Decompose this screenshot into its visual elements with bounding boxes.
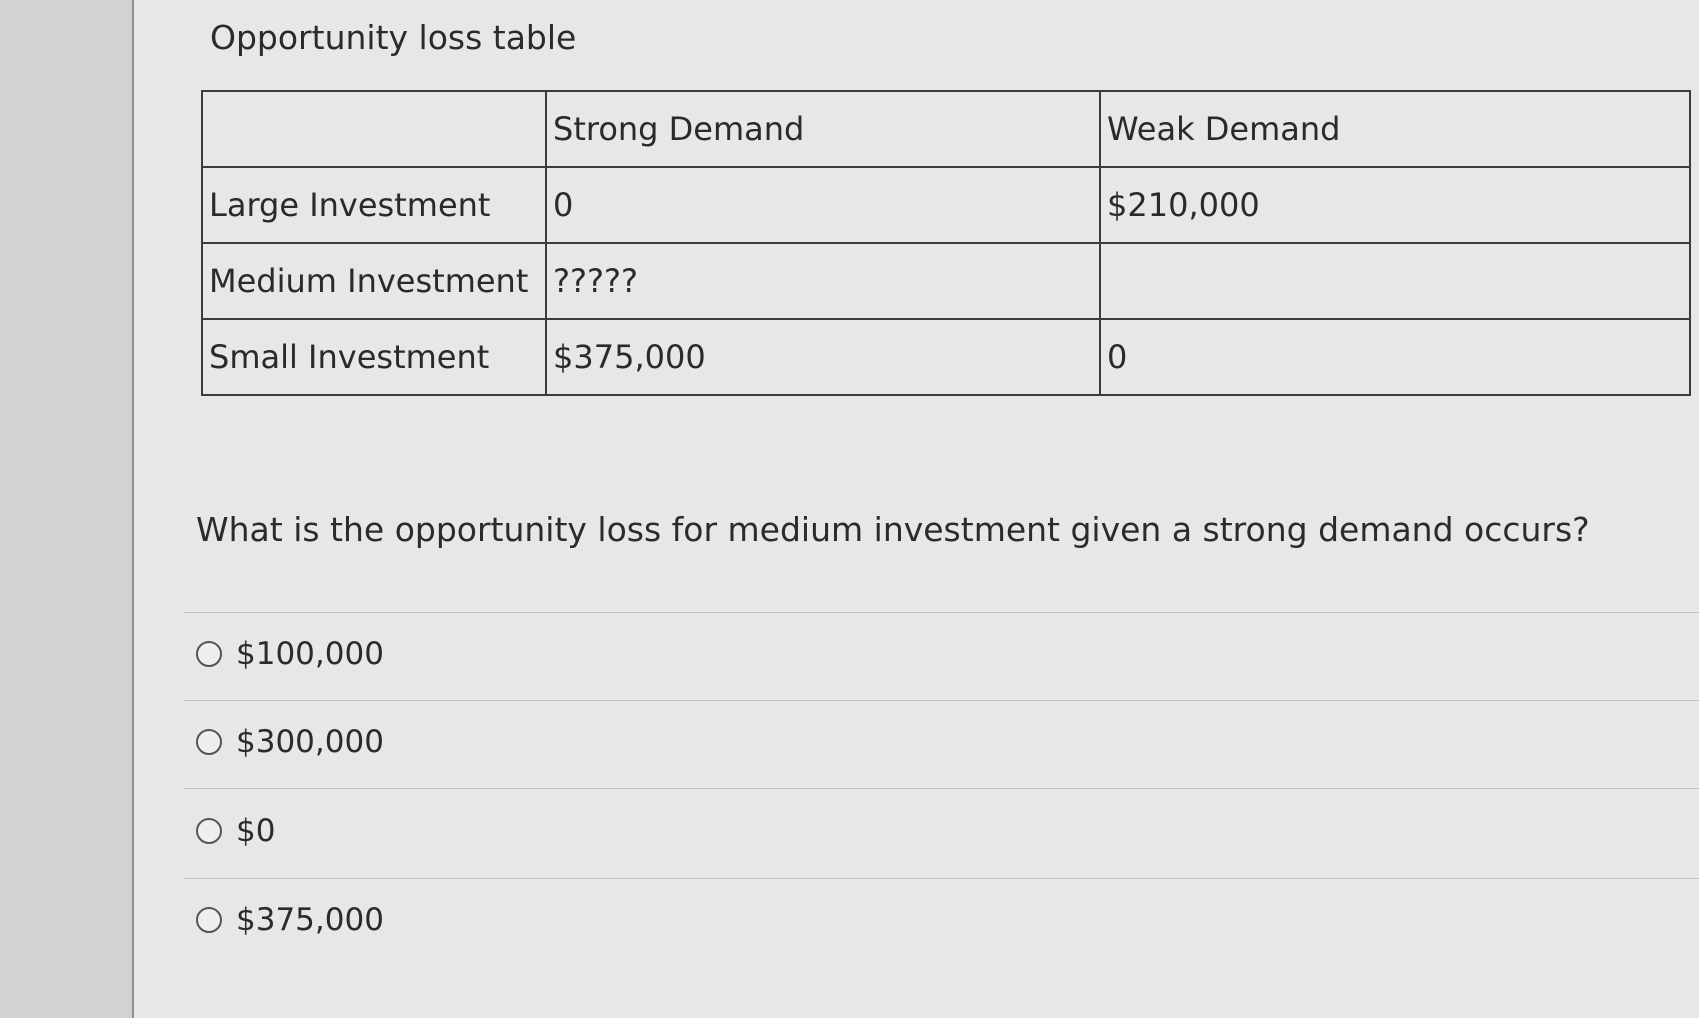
- cell-weak: 0: [1100, 319, 1690, 395]
- divider: [184, 788, 1699, 789]
- row-label: Small Investment: [202, 319, 546, 395]
- header-cell-empty: [202, 91, 546, 167]
- option-label: $300,000: [236, 724, 384, 760]
- table-row: [202, 319, 1690, 395]
- opportunity-loss-table: [201, 90, 1691, 396]
- radio-button-icon[interactable]: [196, 641, 222, 667]
- table-row: [202, 243, 1690, 319]
- table-row: [202, 167, 1690, 243]
- cell-weak: $210,000: [1100, 167, 1690, 243]
- question-text: What is the opportunity loss for medium investment given a strong demand occurs?: [196, 510, 1590, 549]
- row-label: Large Investment: [202, 167, 546, 243]
- divider: [184, 612, 1699, 613]
- option-label: $100,000: [236, 636, 384, 672]
- option-label: $375,000: [236, 902, 384, 938]
- cell-weak: [1100, 243, 1690, 319]
- option-label: $0: [236, 813, 276, 849]
- table-header-row: [202, 91, 1690, 167]
- question-panel: [134, 0, 1699, 1018]
- answer-option-100000[interactable]: [196, 634, 384, 674]
- page-margin: [0, 0, 134, 1018]
- cell-strong: $375,000: [546, 319, 1100, 395]
- answer-option-0[interactable]: [196, 811, 275, 851]
- cell-strong: ?????: [546, 243, 1100, 319]
- table-title: Opportunity loss table: [210, 18, 577, 57]
- radio-button-icon[interactable]: [196, 907, 222, 933]
- row-label: Medium Investment: [202, 243, 546, 319]
- answer-option-375000[interactable]: [196, 900, 384, 940]
- cell-strong: 0: [546, 167, 1100, 243]
- divider: [184, 700, 1699, 701]
- header-cell-weak-demand: Weak Demand: [1100, 91, 1690, 167]
- radio-button-icon[interactable]: [196, 729, 222, 755]
- answer-option-300000[interactable]: [196, 722, 384, 762]
- divider: [184, 878, 1699, 879]
- radio-button-icon[interactable]: [196, 818, 222, 844]
- header-cell-strong-demand: Strong Demand: [546, 91, 1100, 167]
